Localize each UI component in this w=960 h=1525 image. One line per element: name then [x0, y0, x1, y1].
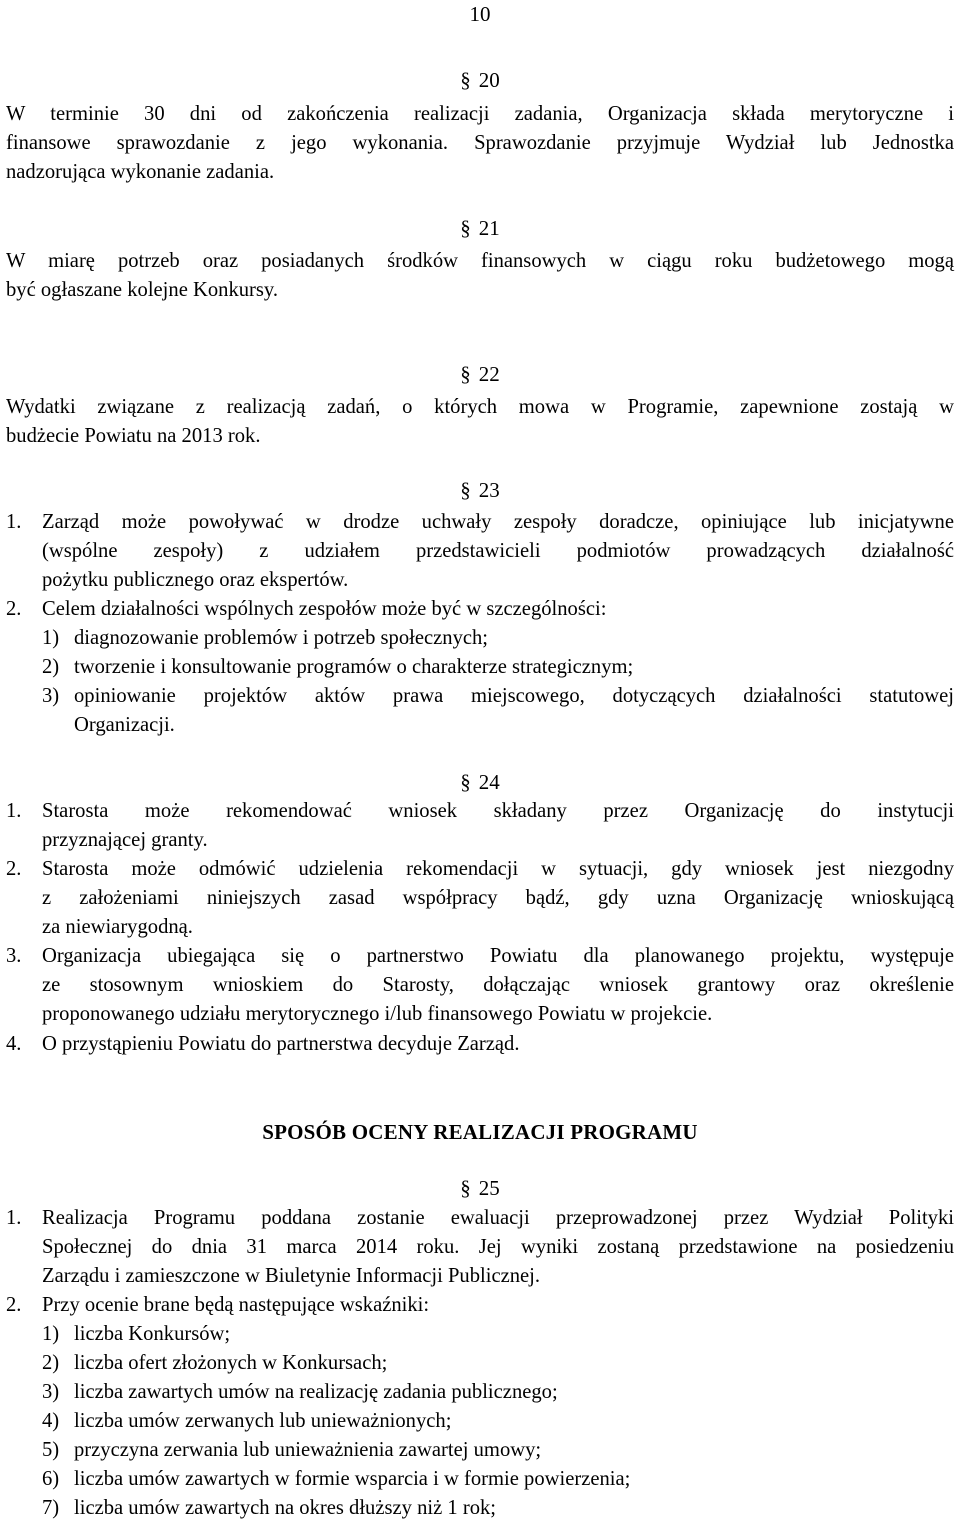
text-line: Organizacja ubiegająca się o partnerstwo Powiatu dla planowanego projektu, występuje	[42, 945, 954, 967]
text-line: nadzorująca wykonanie zadania.	[6, 161, 275, 184]
section-number: 22	[478, 362, 500, 386]
section-number: 23	[478, 478, 500, 502]
list-item	[6, 1030, 954, 1059]
text-line: finansowe sprawozdanie z jego wykonania. Sprawozdanie przyjmuje Wydział lub Jednostka	[6, 132, 954, 155]
text-line: być ogłaszane kolejne Konkursy.	[6, 279, 279, 302]
section-symbol: §	[460, 216, 471, 240]
sub-list-item	[42, 1407, 954, 1436]
text-line: tworzenie i konsultowanie programów o charakterze strategicznym;	[74, 656, 634, 678]
text-line: Przy ocenie brane będą następujące wskaźniki:	[42, 1294, 430, 1316]
text-line: liczba ofert złożonych w Konkursach;	[74, 1352, 388, 1374]
item-number: 2)	[42, 656, 60, 678]
section-heading: SPOSÓB OCENY REALIZACJI PROGRAMU	[262, 1120, 698, 1144]
section-number: 24	[478, 770, 500, 794]
section-number: 25	[478, 1176, 500, 1200]
sub-list-item	[42, 682, 954, 740]
text-line: Celem działalności wspólnych zespołów może być w szczególności:	[42, 598, 607, 620]
section-header-24	[0, 770, 960, 795]
text-line: opiniowanie projektów aktów prawa miejscowego, dotyczących działalności statutowej	[74, 685, 954, 707]
text-line: Realizacja Programu poddana zostanie ewaluacji przeprowadzonej przez Wydział Polityki	[42, 1207, 954, 1229]
page-number: 10	[469, 2, 491, 26]
sub-list-item	[42, 1436, 954, 1465]
text-line: liczba zawartych umów na realizację zadania publicznego;	[74, 1381, 558, 1403]
section-header-20	[0, 68, 960, 93]
sub-list-item	[42, 624, 954, 653]
item-number: 2.	[6, 1294, 22, 1316]
item-number: 1)	[42, 627, 60, 649]
list-item	[6, 942, 954, 1030]
list-item	[6, 855, 954, 943]
text-line: Starosta może rekomendować wniosek składany przez Organizację do instytucji	[42, 800, 954, 822]
text-line: liczba umów zawartych w formie wsparcia i w formie powierzenia;	[74, 1468, 631, 1490]
item-number: 4)	[42, 1410, 60, 1432]
section-number: 20	[478, 68, 500, 92]
section-header-23	[0, 478, 960, 503]
item-number: 6)	[42, 1468, 60, 1490]
sub-list-item	[42, 1320, 954, 1349]
text-line: pożytku publicznego oraz ekspertów.	[42, 568, 349, 591]
item-number: 1.	[6, 1207, 22, 1229]
text-line: proponowanego udziału merytorycznego i/lub finansowego Powiatu w projekcie.	[42, 1002, 713, 1025]
section-symbol: §	[460, 1176, 471, 1200]
item-number: 3.	[6, 945, 22, 967]
text-line: (wspólne zespoły) z udziałem przedstawicieli podmiotów prowadzących działalność	[42, 539, 954, 562]
sub-list-item	[42, 1349, 954, 1378]
paragraph-22	[6, 393, 954, 451]
item-number: 2.	[6, 598, 22, 620]
text-line: diagnozowanie problemów i potrzeb społecznych;	[74, 627, 489, 649]
section-header-21	[0, 216, 960, 241]
item-number: 3)	[42, 1381, 60, 1403]
sub-list-item	[42, 1465, 954, 1494]
text-line: W terminie 30 dni od zakończenia realizacji zadania, Organizacja składa merytoryczne i	[6, 103, 954, 125]
item-number: 2.	[6, 858, 22, 880]
section-symbol: §	[460, 478, 471, 502]
item-number: 1.	[6, 800, 22, 822]
sub-list-item	[42, 653, 954, 682]
text-line: Organizacji.	[74, 713, 175, 736]
text-line: liczba umów zawartych na okres dłuższy niż 1 rok;	[74, 1497, 497, 1519]
item-number: 2)	[42, 1352, 60, 1374]
text-line: budżecie Powiatu na 2013 rok.	[6, 425, 261, 448]
list-item	[6, 797, 954, 855]
item-number: 1.	[6, 511, 22, 533]
paragraph-21	[6, 247, 954, 305]
item-number: 4.	[6, 1033, 22, 1055]
text-line: za niewiarygodną.	[42, 915, 193, 938]
item-number: 1)	[42, 1323, 60, 1345]
section-header-25	[0, 1176, 960, 1201]
list-item	[6, 1204, 954, 1292]
list-item	[6, 508, 954, 596]
list-item	[6, 595, 954, 624]
section-header-22	[0, 362, 960, 387]
text-line: O przystąpieniu Powiatu do partnerstwa decyduje Zarząd.	[42, 1033, 520, 1055]
text-line: Wydatki związane z realizacją zadań, o których mowa w Programie, zapewnione zostają w	[6, 396, 954, 418]
text-line: Zarządu i zamieszczone w Biuletynie Informacji Publicznej.	[42, 1264, 541, 1287]
item-number: 3)	[42, 685, 60, 707]
text-line: ze stosownym wnioskiem do Starosty, dołączając wniosek grantowy oraz określenie	[42, 973, 954, 996]
sub-list-item	[42, 1494, 954, 1523]
text-line: przyznającej granty.	[42, 828, 208, 851]
text-line: przyczyna zerwania lub unieważnienia zawartej umowy;	[74, 1439, 542, 1461]
section-number: 21	[478, 216, 500, 240]
section-symbol: §	[460, 362, 471, 386]
item-number: 7)	[42, 1497, 60, 1519]
item-number: 5)	[42, 1439, 60, 1461]
text-line: W miarę potrzeb oraz posiadanych środków finansowych w ciągu roku budżetowego mogą	[6, 250, 954, 272]
text-line: liczba umów zerwanych lub unieważnionych;	[74, 1410, 452, 1432]
section-symbol: §	[460, 68, 471, 92]
paragraph-20	[6, 100, 954, 188]
text-line: z założeniami niniejszych zasad współpracy bądź, gdy uzna Organizację wnioskującą	[42, 886, 954, 909]
text-line: Społecznej do dnia 31 marca 2014 roku. Jej wyniki zostaną przedstawione na posiedzeniu	[42, 1235, 954, 1258]
section-symbol: §	[460, 770, 471, 794]
text-line: liczba Konkursów;	[74, 1323, 231, 1345]
text-line: Starosta może odmówić udzielenia rekomendacji w sytuacji, gdy wniosek jest niezgodny	[42, 858, 954, 880]
sub-list-item	[42, 1378, 954, 1407]
list-item	[6, 1291, 954, 1320]
text-line: Zarząd może powoływać w drodze uchwały zespoły doradcze, opiniujące lub inicjatywne	[42, 511, 954, 533]
